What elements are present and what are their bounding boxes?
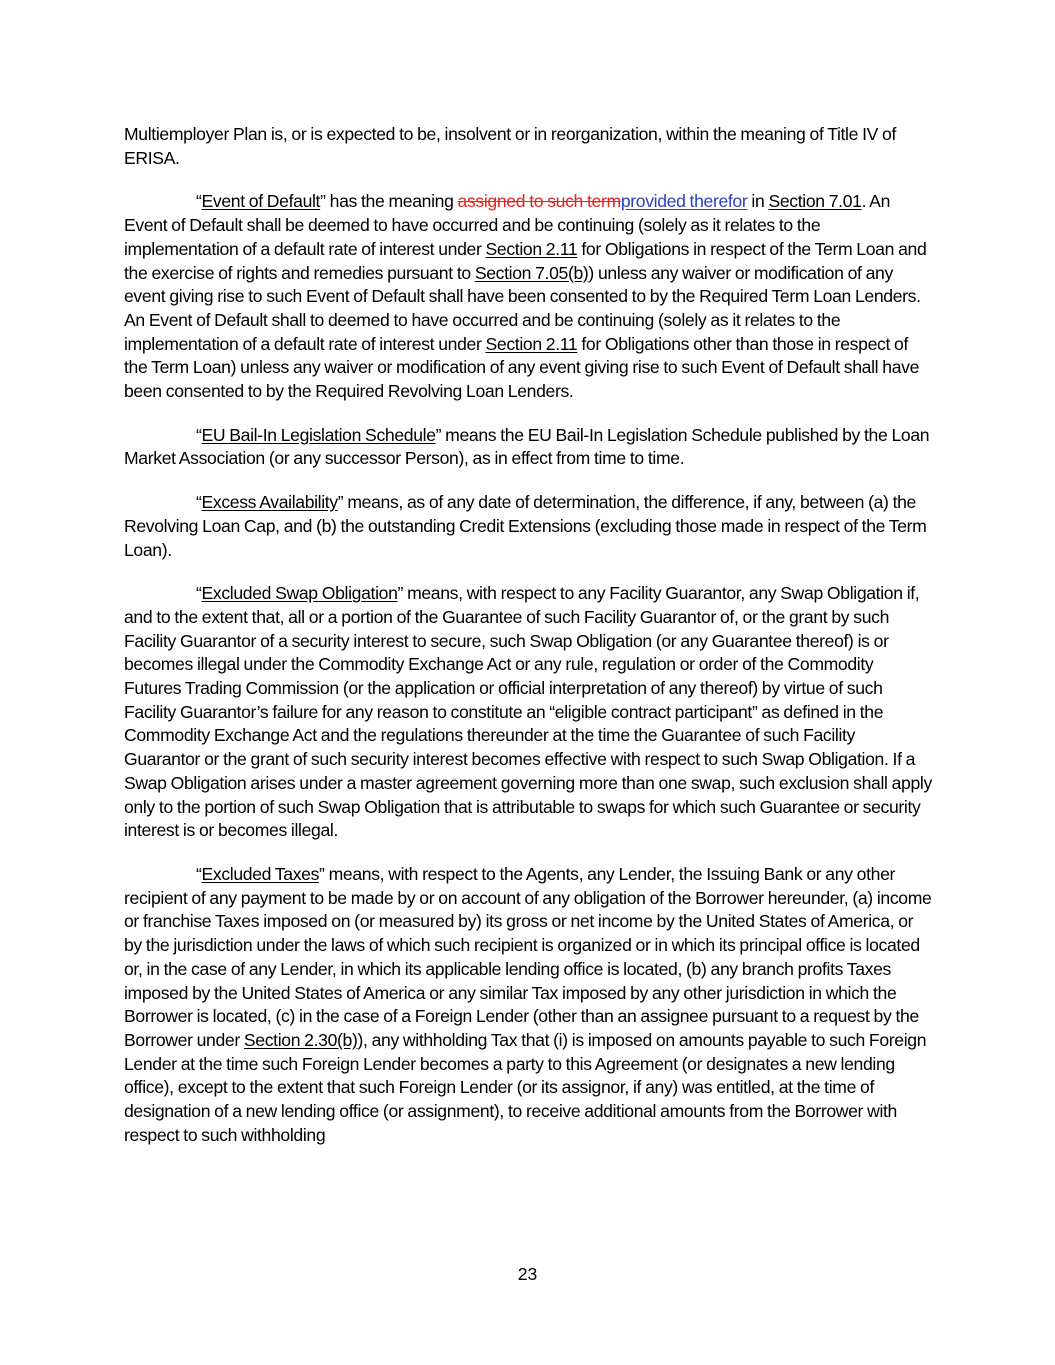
page-number: 23	[517, 1264, 538, 1284]
definition-event-of-default	[124, 190, 932, 403]
close-quote: ”	[319, 863, 325, 884]
definition-text: for Obligations in respect of the Term Loan and the exercise of rights and remedies pursuant to	[124, 238, 927, 283]
definition-text: has the meaning	[325, 191, 458, 212]
open-quote: “	[196, 191, 202, 212]
definition-text: in	[747, 191, 769, 212]
definition-excluded-taxes	[124, 863, 932, 1147]
definition-text: ), any withholding Tax that (i) is imposed on amounts payable to such Foreign Lender at the time such Foreign Lender becomes a party to this Agreement (or designates a new lending office), except to the extent that such Foreign Lender (or its assignor, if any) was entitled, at the time of designation of a new lending office (or assignment), to receive additional amounts from the Borrower with respect to such withholding	[124, 1029, 927, 1145]
definition-text: means, as of any date of determination, the difference, if any, between (a) the Revolving Loan Cap, and (b) the outstanding Credit Extensions (excluding those made in respect of the Term Loan).	[124, 492, 927, 560]
section-reference: Section 2.11	[485, 333, 578, 354]
open-quote: “	[196, 863, 202, 884]
definition-excess-availability	[124, 491, 932, 562]
paragraph-continuation	[124, 123, 932, 170]
open-quote: “	[196, 492, 202, 513]
paragraph-text: Multiemployer Plan is, or is expected to be, insolvent or in reorganization, within the meaning of Title IV of ERISA.	[124, 124, 897, 168]
section-reference: Section 2.30(b)	[243, 1029, 358, 1050]
close-quote: ”	[397, 583, 404, 604]
definition-text: . An Event of Default shall be deemed to have occurred and be continuing (solely as it relates to the implementation of a default rate of interest under	[124, 191, 891, 259]
definition-text: means the EU Bail-In Legislation Schedule published by the Loan Market Association (or any successor Person), as in effect from time to time.	[124, 424, 930, 469]
definition-excluded-swap-obligation	[124, 582, 932, 843]
definition-text: for Obligations other than those in respect of the Term Loan) unless any waiver or modification of any event giving rise to such Event of Default shall have been consented to by the Required Revolving Loan Lenders.	[124, 333, 920, 402]
definition-eu-bail-in-legislation-schedule	[124, 424, 932, 471]
defined-term: EU Bail-In Legislation Schedule	[201, 424, 436, 445]
close-quote: ”	[435, 424, 442, 445]
deleted-text: assigned to such term	[457, 191, 621, 212]
section-reference: Section 2.11	[485, 238, 578, 259]
section-reference: Section 7.01	[768, 191, 862, 212]
defined-term: Excluded Taxes	[201, 863, 320, 884]
open-quote: “	[196, 583, 202, 604]
definition-text: means, with respect to the Agents, any Lender, the Issuing Bank or any other recipient of any payment to be made by or on account of any obligation of the Borrower hereunder, (a) income or franchise Taxes imposed on (or measured by) its gross or net income by the United States of America, or by the jurisdiction under the laws of which such recipient is organized or in which its principal office is located or, in the case of any Lender, in which its applicable lending office is located, (b) any branch profits Taxes imposed by the United States of America or any similar Tax imposed by any other jurisdiction in which the Borrower is located, (c) in the case of a Foreign Lender (other than an assignee pursuant to a request by the Borrower under	[124, 863, 932, 1050]
definition-text: means, with respect to any Facility Guarantor, any Swap Obligation if, and to the extent that, all or a portion of the Guarantee of such Facility Guarantor of, or the grant by such Facility Guarantor of a security interest to secure, such Swap Obligation (or any Guarantee thereof) is or becomes illegal under the Commodity Exchange Act or any rule, regulation or order of the Commodity Futures Trading Commission (or the application or official interpretation of any thereof) by virtue of such Facility Guarantor’s failure for any reason to constitute an “eligible contract participant” as defined in the Commodity Exchange Act and the regulations thereunder at the time the Guarantee of such Facility Guarantor or the grant of such security interest becomes effective with respect to such Swap Obligation. If a Swap Obligation arises under a master agreement governing more than one swap, such exclusion shall apply only to the portion of such Swap Obligation that is attributable to swaps for which such Guarantee or security interest is or becomes illegal.	[124, 583, 932, 841]
open-quote: “	[196, 424, 202, 445]
defined-term: Event of Default	[201, 191, 321, 212]
defined-term: Excess Availability	[201, 492, 338, 513]
close-quote: ”	[320, 191, 326, 212]
document-body	[124, 123, 932, 1167]
close-quote: ”	[337, 492, 344, 513]
definition-text: ) unless any waiver or modification of any event giving rise to such Event of Default shall have been consented to by the Required Term Loan Lenders. An Event of Default shall to deemed to have occurred and be continuing (solely as it relates to the implementation of a default rate of interest under	[124, 262, 921, 354]
section-reference: Section 7.05(b)	[474, 262, 589, 283]
inserted-text: provided therefor	[620, 191, 748, 212]
defined-term: Excluded Swap Obligation	[201, 583, 398, 604]
